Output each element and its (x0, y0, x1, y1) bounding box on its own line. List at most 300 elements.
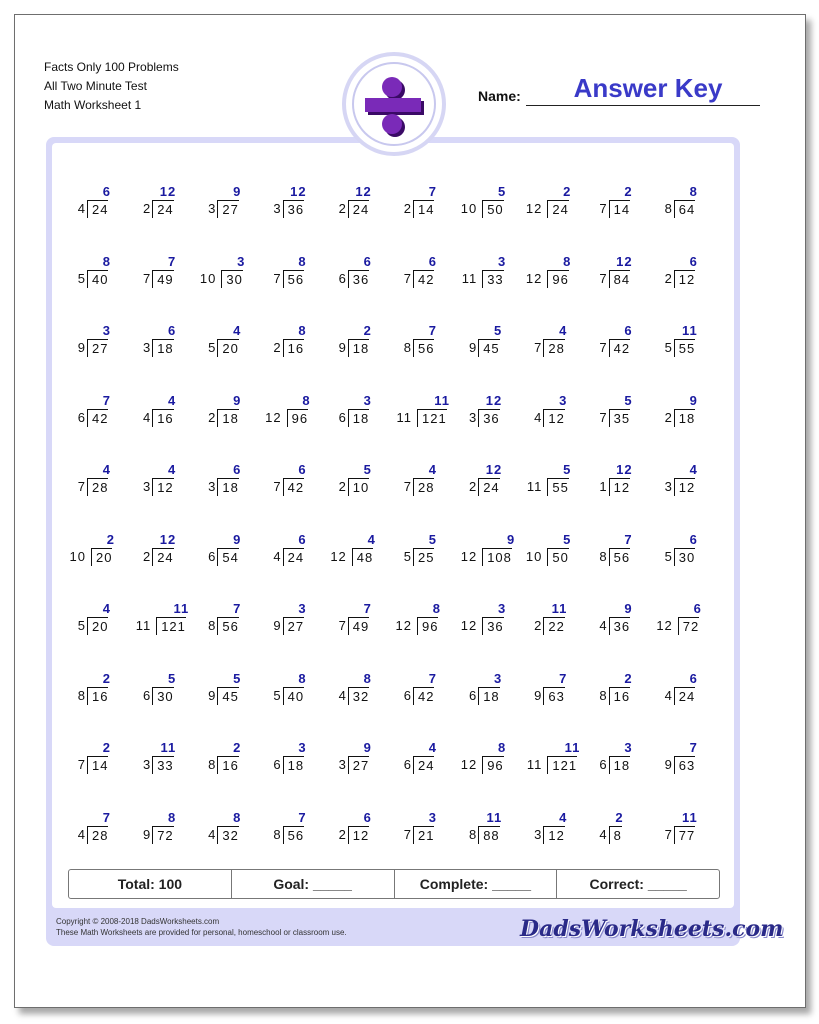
quotient-answer: 12 (485, 392, 503, 408)
divisor: 12 (395, 618, 412, 633)
divisor: 4 (77, 826, 86, 842)
dividend: 56 (609, 548, 630, 566)
divisor: 11 (396, 409, 412, 425)
divisor: 10 (525, 548, 543, 564)
division-problem (135, 630, 199, 704)
division-problem (657, 352, 721, 426)
quotient-answer: 3 (497, 253, 507, 269)
division-problem (460, 560, 525, 634)
dividend: 40 (283, 687, 304, 705)
divisor: 2 (338, 826, 347, 842)
quotient-answer: 2 (563, 184, 572, 199)
quotient-answer: 6 (363, 809, 372, 825)
divisor: 7 (338, 618, 347, 633)
division-problem (461, 421, 525, 495)
quotient-answer: 6 (624, 323, 633, 338)
copyright-line-1: Copyright © 2008-2018 DadsWorksheets.com (56, 917, 220, 926)
divisor: 2 (338, 201, 347, 216)
dividend: 50 (482, 200, 503, 218)
dividend: 42 (413, 270, 434, 288)
dividend: 12 (543, 409, 564, 427)
division-problem (525, 143, 590, 217)
dividend: 40 (87, 270, 108, 288)
dividend: 20 (217, 339, 238, 357)
quotient-answer: 7 (233, 601, 242, 616)
dividend: 32 (217, 826, 238, 844)
goal-cell: Goal: _____ (232, 870, 395, 898)
divisor: 8 (273, 826, 282, 842)
dividend: 55 (547, 478, 568, 496)
divisor: 2 (403, 201, 412, 216)
divisor: 6 (403, 757, 412, 772)
division-problem (396, 421, 460, 495)
divisor: 7 (403, 826, 412, 842)
divisor: 7 (599, 270, 608, 286)
division-problem (135, 560, 199, 634)
quotient-answer: 8 (689, 184, 698, 199)
dividend: 18 (478, 687, 499, 705)
divisor: 3 (142, 340, 152, 355)
quotient-answer: 3 (237, 253, 246, 269)
dividend: 14 (609, 200, 630, 218)
quotient-answer: 2 (363, 323, 372, 338)
quotient-answer: 2 (624, 184, 633, 199)
quotient-answer: 6 (167, 323, 177, 338)
quotient-answer: 4 (428, 740, 437, 755)
division-problem (657, 143, 721, 217)
division-problem (330, 491, 395, 565)
division-problem (657, 630, 721, 704)
division-problem (331, 352, 395, 426)
quotient-answer: 11 (173, 601, 190, 616)
quotient-answer: 11 (160, 740, 177, 755)
divisor: 6 (599, 757, 608, 772)
divisor: 4 (77, 201, 86, 216)
dividend: 24 (674, 687, 695, 705)
quotient-answer: 2 (106, 531, 115, 547)
copyright-line-2: These Math Worksheets are provided for personal, homeschool or classroom use. (56, 928, 347, 937)
division-problem (396, 491, 460, 565)
dividend: 24 (152, 548, 173, 566)
divisor: 8 (208, 757, 217, 772)
division-sign-icon (346, 56, 442, 152)
division-problem (266, 282, 330, 356)
dividend: 24 (478, 478, 499, 496)
dividend: 42 (413, 687, 434, 705)
quotient-answer: 9 (363, 740, 372, 755)
divisor: 2 (664, 270, 673, 286)
dividend: 18 (348, 339, 369, 357)
dividend: 36 (283, 200, 304, 218)
complete-cell: Complete: _____ (395, 870, 558, 898)
division-problem (200, 143, 264, 217)
quotient-answer: 11 (486, 809, 503, 825)
dividend: 12 (543, 826, 564, 844)
problem-row (52, 282, 734, 356)
quotient-answer: 8 (298, 670, 307, 686)
quotient-answer: 4 (167, 392, 177, 408)
division-problem (266, 143, 330, 217)
dividend: 28 (87, 826, 108, 844)
dividend: 16 (87, 687, 108, 705)
dividend: 12 (674, 478, 695, 496)
quotient-answer: 2 (102, 740, 111, 755)
divisor: 3 (273, 201, 282, 216)
quotient-answer: 9 (233, 531, 242, 547)
dividend: 18 (217, 409, 238, 427)
quotient-answer: 11 (551, 601, 568, 616)
score-bar (68, 869, 720, 899)
dividend: 28 (543, 339, 564, 357)
quotient-answer: 4 (102, 601, 111, 616)
quotient-answer: 9 (624, 601, 633, 616)
dividend: 56 (217, 617, 238, 635)
dividend: 108 (482, 548, 512, 566)
dividend: 50 (547, 548, 568, 566)
divisor: 12 (656, 618, 673, 633)
division-problem (526, 560, 590, 634)
division-problem (199, 213, 264, 287)
division-problem (657, 491, 721, 565)
divisor: 4 (534, 409, 543, 425)
division-problem (200, 699, 264, 773)
divisor: 5 (208, 340, 217, 355)
quotient-answer: 8 (563, 253, 572, 269)
division-problem (331, 213, 395, 287)
answer-key-title: Answer Key (573, 73, 723, 103)
division-problem (592, 282, 656, 356)
division-problem (266, 560, 330, 634)
quotient-answer: 2 (233, 740, 242, 755)
division-problem (526, 352, 590, 426)
divisor: 7 (142, 270, 152, 286)
quotient-answer: 5 (497, 184, 507, 199)
dividend: 24 (413, 756, 434, 774)
quotient-answer: 5 (167, 670, 177, 686)
division-problem (135, 352, 199, 426)
quotient-answer: 3 (624, 740, 633, 755)
divisor: 4 (599, 826, 608, 842)
divisor: 9 (77, 340, 86, 355)
divisor: 8 (599, 687, 608, 703)
divisor: 7 (599, 340, 608, 355)
division-problem (69, 491, 134, 565)
quotient-answer: 4 (559, 323, 568, 338)
division-problem (396, 699, 460, 773)
division-problem (70, 143, 134, 217)
divisor: 3 (468, 409, 478, 425)
division-problem (526, 282, 590, 356)
division-problem (525, 213, 590, 287)
quotient-answer: 9 (689, 392, 698, 408)
quotient-answer: 7 (428, 670, 437, 686)
dividend: 21 (413, 826, 434, 844)
division-problem (526, 699, 590, 773)
info-line-2: All Two Minute Test (44, 79, 147, 93)
divisor: 2 (468, 479, 478, 494)
divisor: 11 (461, 270, 478, 286)
dividend: 96 (417, 617, 438, 635)
divisor: 12 (525, 270, 543, 286)
division-problem (592, 491, 656, 565)
problem-row (52, 699, 734, 773)
divisor: 7 (403, 270, 412, 286)
quotient-answer: 7 (363, 601, 372, 616)
divisor: 3 (142, 479, 152, 494)
division-problem (396, 282, 460, 356)
divisor: 2 (664, 409, 673, 425)
dividend: 30 (674, 548, 695, 566)
divisor: 11 (526, 479, 543, 494)
division-problem (135, 421, 199, 495)
divisor: 12 (330, 548, 347, 564)
division-problem (331, 282, 395, 356)
quotient-answer: 5 (563, 462, 572, 477)
dividend: 49 (348, 617, 369, 635)
division-problem (592, 352, 656, 426)
dividend: 63 (543, 687, 564, 705)
quotient-answer: 4 (167, 462, 177, 477)
quotient-answer: 7 (298, 809, 307, 825)
dividend: 20 (91, 548, 112, 566)
division-problem (657, 282, 721, 356)
division-problem (396, 630, 460, 704)
dividend: 64 (674, 200, 695, 218)
divisor: 5 (403, 548, 412, 564)
dividend: 72 (678, 617, 699, 635)
dividend: 56 (413, 339, 434, 357)
quotient-answer: 2 (624, 670, 633, 686)
divisor: 10 (69, 548, 86, 564)
divisor: 4 (208, 826, 217, 842)
quotient-answer: 2 (615, 809, 624, 825)
total-cell: Total: 100 (69, 870, 232, 898)
divisor: 8 (599, 548, 608, 564)
quotient-answer: 4 (233, 323, 242, 338)
quotient-answer: 6 (102, 184, 111, 199)
division-problem (135, 213, 199, 287)
divisor: 5 (664, 340, 673, 355)
divisor: 7 (664, 826, 673, 842)
quotient-answer: 12 (159, 531, 177, 547)
quotient-answer: 4 (428, 462, 437, 477)
dividend: 36 (609, 617, 630, 635)
division-problem (266, 769, 330, 843)
divisor: 2 (142, 201, 152, 216)
dividend: 42 (609, 339, 630, 357)
dividend: 56 (283, 826, 304, 844)
divisor: 5 (77, 618, 86, 633)
dividend: 63 (674, 756, 695, 774)
division-problem (70, 352, 134, 426)
quotient-answer: 7 (689, 740, 698, 755)
quotient-answer: 8 (167, 809, 177, 825)
dividend: 10 (348, 478, 369, 496)
divisor: 7 (599, 201, 608, 216)
dividend: 54 (217, 548, 238, 566)
divisor: 7 (273, 479, 282, 494)
dividend: 14 (413, 200, 434, 218)
divisor: 2 (534, 618, 543, 633)
quotient-answer: 5 (563, 531, 572, 547)
problems-grid (52, 143, 734, 863)
division-problem (461, 769, 525, 843)
quotient-answer: 12 (159, 184, 177, 199)
division-problem (592, 560, 656, 634)
divisor: 2 (338, 479, 347, 494)
dividend: 36 (348, 270, 369, 288)
dividend: 27 (87, 339, 108, 357)
division-problem (266, 213, 330, 287)
divisor: 7 (599, 409, 608, 425)
division-problem (657, 213, 721, 287)
quotient-answer: 6 (689, 670, 698, 686)
division-problem (592, 143, 656, 217)
divisor: 6 (142, 687, 152, 703)
division-problem (460, 699, 525, 773)
quotient-answer: 9 (233, 184, 242, 199)
dividend: 55 (674, 339, 695, 357)
division-problem (266, 630, 330, 704)
quotient-answer: 3 (493, 670, 503, 686)
division-problem (396, 352, 460, 426)
dividend: 12 (152, 478, 173, 496)
divisor: 7 (273, 270, 282, 286)
problem-row (52, 560, 734, 634)
quotient-answer: 12 (485, 462, 503, 477)
info-line-3: Math Worksheet 1 (44, 98, 142, 112)
dividend: 16 (152, 409, 173, 427)
dividend: 14 (87, 756, 108, 774)
quotient-answer: 8 (298, 323, 307, 338)
dividend: 27 (283, 617, 304, 635)
divisor: 9 (142, 826, 152, 842)
division-problem (657, 699, 721, 773)
division-problem (331, 421, 395, 495)
division-problem (331, 769, 395, 843)
division-problem (396, 213, 460, 287)
division-problem (70, 769, 134, 843)
dividend: 88 (478, 826, 499, 844)
divisor: 1 (599, 479, 608, 494)
divisor: 2 (142, 548, 152, 564)
division-problem (460, 491, 525, 565)
division-problem (592, 630, 656, 704)
quotient-answer: 3 (298, 601, 307, 616)
dividend: 28 (87, 478, 108, 496)
divisor: 3 (208, 201, 217, 216)
name-field (478, 70, 760, 106)
quotient-answer: 11 (682, 809, 698, 825)
quotient-answer: 11 (682, 323, 698, 338)
division-problem (656, 560, 721, 634)
divisor: 9 (338, 340, 347, 355)
dividend: 36 (478, 409, 499, 427)
divisor: 8 (664, 201, 673, 216)
quotient-answer: 8 (497, 740, 507, 755)
division-problem (395, 560, 460, 634)
divisor: 4 (599, 618, 608, 633)
dividend: 42 (87, 409, 108, 427)
quotient-answer: 3 (428, 809, 437, 825)
dividend: 56 (283, 270, 304, 288)
divisor: 7 (403, 479, 412, 494)
divisor: 12 (460, 618, 478, 633)
divisor: 6 (273, 757, 282, 772)
dividend: 96 (287, 409, 308, 427)
divisor: 3 (534, 826, 543, 842)
dividend: 48 (352, 548, 373, 566)
dividend: 18 (609, 756, 630, 774)
division-problem (526, 630, 590, 704)
division-problem (200, 282, 264, 356)
divisor: 2 (273, 340, 282, 355)
dividend: 33 (152, 756, 173, 774)
divisor: 4 (664, 687, 673, 703)
divisor: 12 (525, 201, 543, 216)
quotient-answer: 12 (616, 462, 633, 477)
dividend: 45 (217, 687, 238, 705)
quotient-answer: 7 (102, 392, 111, 408)
divisor: 5 (77, 270, 86, 286)
quotient-answer: 3 (363, 392, 372, 408)
division-problem (200, 560, 264, 634)
dividend: 33 (482, 270, 503, 288)
divisor: 3 (142, 757, 152, 772)
divisor: 5 (273, 687, 282, 703)
quotient-answer: 8 (432, 601, 441, 616)
dividend: 36 (482, 617, 503, 635)
quotient-answer: 5 (233, 670, 242, 686)
quotient-answer: 7 (428, 323, 437, 338)
problem-row (52, 421, 734, 495)
division-problem (266, 491, 330, 565)
division-problem (200, 421, 264, 495)
divisor: 4 (142, 409, 152, 425)
division-problem (200, 630, 264, 704)
quotient-answer: 4 (559, 809, 568, 825)
division-problem (461, 630, 525, 704)
dividend: 18 (348, 409, 369, 427)
divisor: 3 (338, 757, 347, 772)
problem-row (52, 769, 734, 843)
divisor: 9 (534, 687, 543, 703)
division-problem (592, 213, 656, 287)
quotient-answer: 4 (689, 462, 698, 477)
division-problem (331, 699, 395, 773)
divisor: 8 (403, 340, 412, 355)
division-problem (200, 769, 264, 843)
quotient-answer: 5 (363, 462, 372, 477)
division-problem (135, 282, 199, 356)
division-problem (526, 769, 590, 843)
quotient-answer: 8 (233, 809, 242, 825)
dividend: 121 (547, 756, 577, 774)
divisor: 9 (208, 687, 217, 703)
dividend: 18 (217, 478, 238, 496)
divisor: 10 (460, 201, 478, 216)
worksheet-info (44, 58, 179, 115)
dividend: 30 (152, 687, 173, 705)
dividend: 25 (413, 548, 434, 566)
divisor: 3 (664, 479, 673, 494)
division-problem (135, 769, 199, 843)
divisor: 12 (460, 757, 478, 772)
quotient-answer: 11 (564, 740, 581, 755)
dividend: 30 (221, 270, 242, 288)
division-problem (266, 699, 330, 773)
quotient-answer: 6 (428, 253, 437, 269)
